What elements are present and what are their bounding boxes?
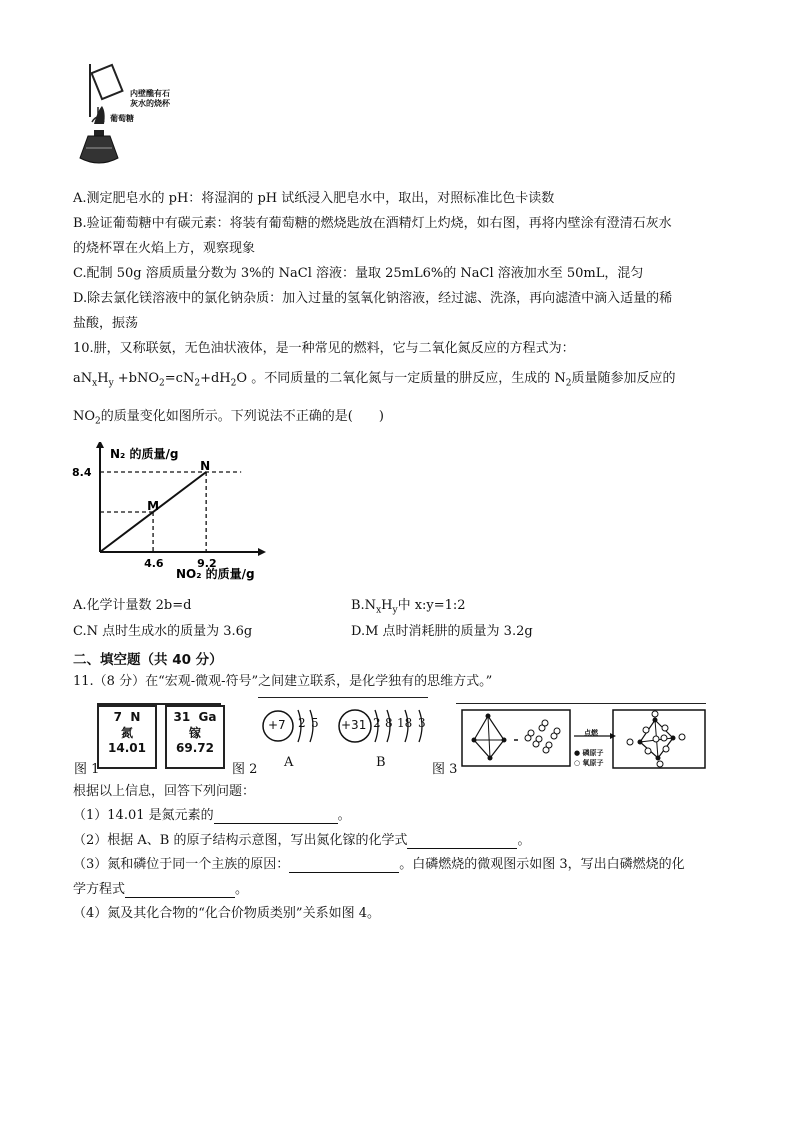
q10-equation: $aN_xH_y +bNO_2=cN_2+dH_2O$: [73, 371, 248, 389]
fig3-legend-phosphorus: ● 磷原子: [574, 749, 604, 757]
answer-blank-4[interactable]: [125, 885, 235, 898]
x-tick-label-1: 9.2: [197, 557, 217, 570]
atom-a-nucleus: +7: [268, 718, 286, 732]
atom-b-nucleus: +31: [341, 718, 367, 732]
atom-a-label: A: [284, 755, 294, 770]
x-axis-arrow: [258, 548, 266, 556]
y-axis-label: N₂ 的质量/g: [110, 447, 179, 461]
q11-part3-line2: 学方程式 。: [73, 882, 249, 897]
y-axis-arrow: [96, 442, 104, 448]
atom-b-shell-3: 18: [397, 716, 413, 730]
q9-option-d-line2: 盐酸，振荡: [73, 316, 139, 331]
q10-option-b: $B.N_xH_y$中 x:y=1:2: [351, 598, 466, 616]
q10-stem-line3: $NO_2$的质量变化如图所示。下列说法不正确的是( ): [73, 409, 384, 427]
q9-option-b-line2: 的烧杯罩在火焰上方，观察现象: [73, 241, 256, 256]
q11-part4: （4）氮及其化合物的“化合价物质类别”关系如图 4。: [73, 906, 380, 921]
q11-ask: 根据以上信息，回答下列问题：: [73, 784, 256, 799]
q11-part2: （2）根据 A、B 的原子结构示意图，写出氮化镓的化学式 。: [73, 833, 531, 848]
atom-b-shell-1: 2: [373, 716, 381, 730]
q9-option-c: C.配制 50g 溶质质量分数为 3%的 NaCl 溶液：量取 25mL6%的 NaCl 溶液加水至 50mL，混匀: [73, 266, 644, 281]
x-tick-label-0: 4.6: [144, 557, 164, 570]
q11-part1: （1）14.01 是氮元素的 。: [73, 808, 351, 823]
fig3-legend-oxygen: ○ 氧原子: [574, 759, 604, 767]
element-cell-gallium: 31 Ga 镓 69.72: [165, 705, 225, 769]
atom-a-shell-1: 2: [298, 716, 306, 730]
fig1-label: 图 1: [74, 762, 100, 777]
q10-stem-line2: $aN_xH_y +bNO_2=cN_2+dH_2O$ 。不同质量的二氧化氮与一定质量的肼反应，生成的 $N_2$质量随参加反应的: [73, 371, 676, 389]
fig3-label: 图 3: [432, 762, 458, 777]
fig3-arrow-label: 点燃: [584, 729, 598, 737]
q9-option-b-line1: B.验证葡萄糖中有碳元素：将装有葡萄糖的燃烧匙放在酒精灯上灼烧，如右图，再将内壁涂有澄清石灰水: [73, 216, 672, 231]
answer-blank-3[interactable]: [289, 860, 399, 873]
q10-stem-line1: 10.肼，又称联氨，无色油状液体，是一种常见的燃料，它与二氧化氮反应的方程式为：: [73, 341, 575, 356]
q10-option-a: A.化学计量数 2b=d: [73, 598, 192, 613]
atom-a-shell-2: 5: [311, 716, 319, 730]
q9-option-a: A.测定肥皂水的 pH：将湿润的 pH 试纸浸入肥皂水中，取出，对照标准比色卡读数: [73, 191, 555, 206]
q11-intro: 11.（8 分）在“宏观-微观-符号”之间建立联系，是化学独有的思维方式。”: [73, 674, 493, 689]
apparatus-label-beaker-1: 内壁醮有石: [130, 89, 170, 98]
q11-part3: （3）氮和磷位于同一个主族的原因： 。白磷燃烧的微观图示如图 3，写出白磷燃烧的化: [73, 857, 685, 872]
answer-blank-1[interactable]: [214, 811, 338, 824]
q9-option-d-line1: D.除去氯化镁溶液中的氯化钠杂质：加入过量的氢氧化钠溶液，经过滤、洗涤，再向滤渣中滴入适量的稀: [73, 291, 673, 306]
answer-blank-2[interactable]: [407, 836, 517, 849]
atom-b-label: B: [376, 755, 386, 770]
element-cell-nitrogen: 7 N 氮 14.01: [97, 705, 157, 769]
point-label-n: N: [200, 459, 211, 473]
q10-option-c: C.N 点时生成水的质量为 3.6g: [73, 624, 253, 639]
atom-b-shell-2: 8: [385, 716, 393, 730]
y-tick-label-0: 8.4: [72, 466, 92, 479]
apparatus-label-beaker-2: 灰水的烧杯: [130, 99, 170, 108]
n2-mass-chart: [70, 442, 270, 592]
x-axis-label: NO₂ 的质量/g: [176, 567, 255, 581]
section-title: 二、填空题（共 40 分）: [73, 652, 223, 668]
atom-b-shell-4: 3: [418, 716, 426, 730]
q10-option-d: D.M 点时消耗肼的质量为 3.2g: [351, 624, 533, 639]
apparatus-label-sugar: 葡萄糖: [110, 114, 134, 123]
fig2-label: 图 2: [232, 762, 258, 777]
point-label-m: M: [147, 499, 160, 513]
